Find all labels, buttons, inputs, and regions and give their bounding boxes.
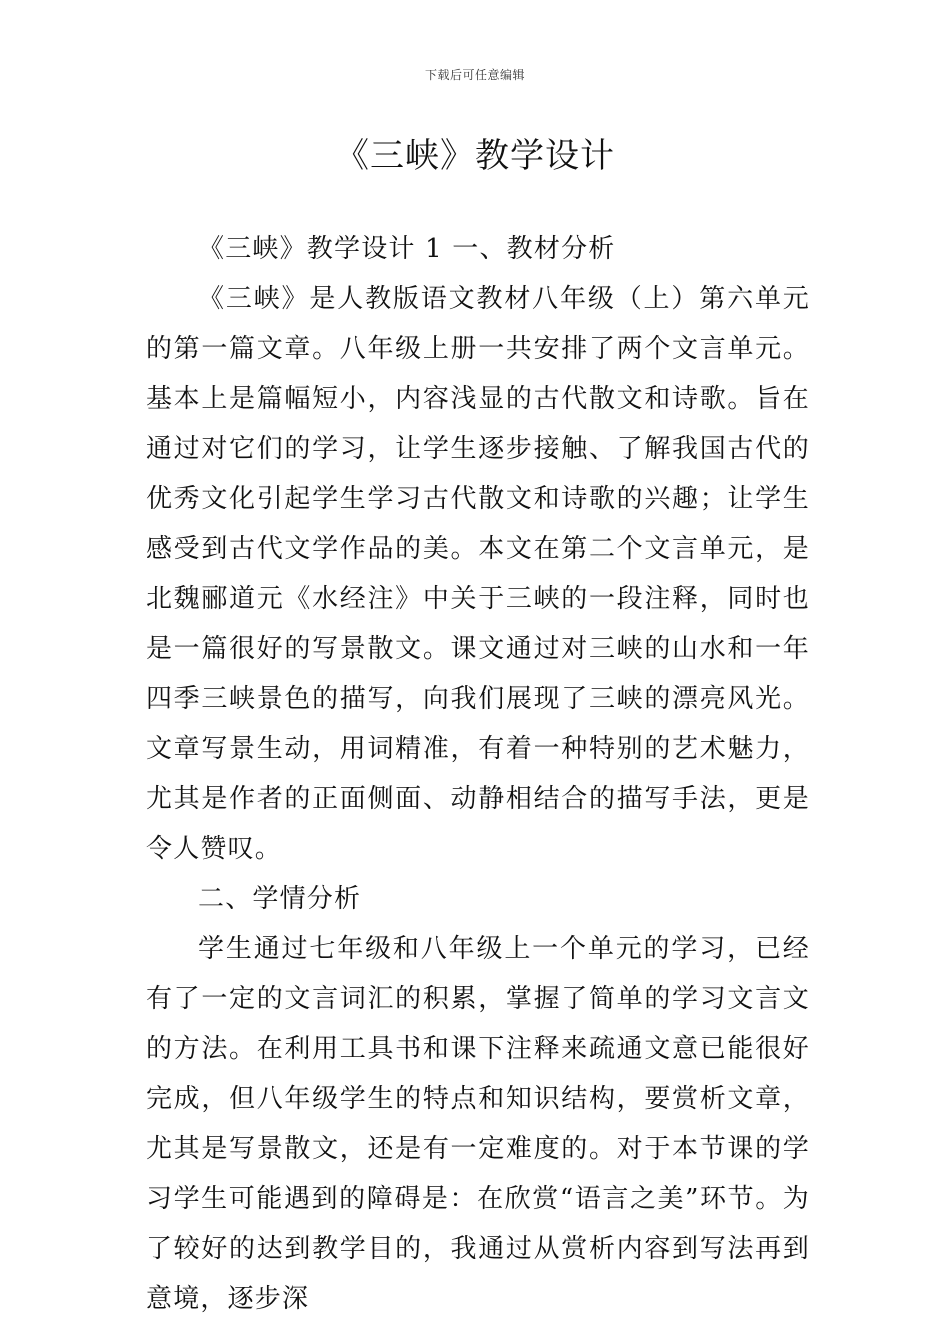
header-note: 下载后可任意编辑 (424, 68, 525, 82)
paragraph-3: 二、学情分析 (198, 884, 362, 914)
document-body (146, 224, 810, 1324)
document-title: 《三峡》教学设计 (335, 136, 615, 176)
paragraph-4: 学生通过七年级和八年级上一个单元的学习，已经有了一定的文言词汇的积累，掌握了简单的学习文言文的方法。在利用工具书和课下注释来疏通文意已能很好完成，但八年级学生的特点和知识结构，要赏析文章，尤其是写景散文，还是有一定难度的。对于本节课的学习学生可能遇到的障碍是：在欣赏“语言之美”环节。为了较好的达到教学目的，我通过从赏析内容到写法再到意境，逐步深 (146, 934, 810, 1314)
paragraph-1: 《三峡》教学设计 1 一、教材分析 (198, 234, 616, 264)
paragraph-2: 《三峡》是人教版语文教材八年级（上）第六单元的第一篇文章。八年级上册一共安排了两个文言单元。基本上是篇幅短小，内容浅显的古代散文和诗歌。旨在通过对它们的学习，让学生逐步接触、了解我国古代的优秀文化引起学生学习古代散文和诗歌的兴趣；让学生感受到古代文学作品的美。本文在第二个文言单元，是北魏郦道元《水经注》中关于三峡的一段注释，同时也是一篇很好的写景散文。课文通过对三峡的山水和一年四季三峡景色的描写，向我们展现了三峡的漂亮风光。文章写景生动，用词精准，有着一种特别的艺术魅力，尤其是作者的正面侧面、动静相结合的描写手法，更是令人赞叹。 (146, 284, 810, 864)
